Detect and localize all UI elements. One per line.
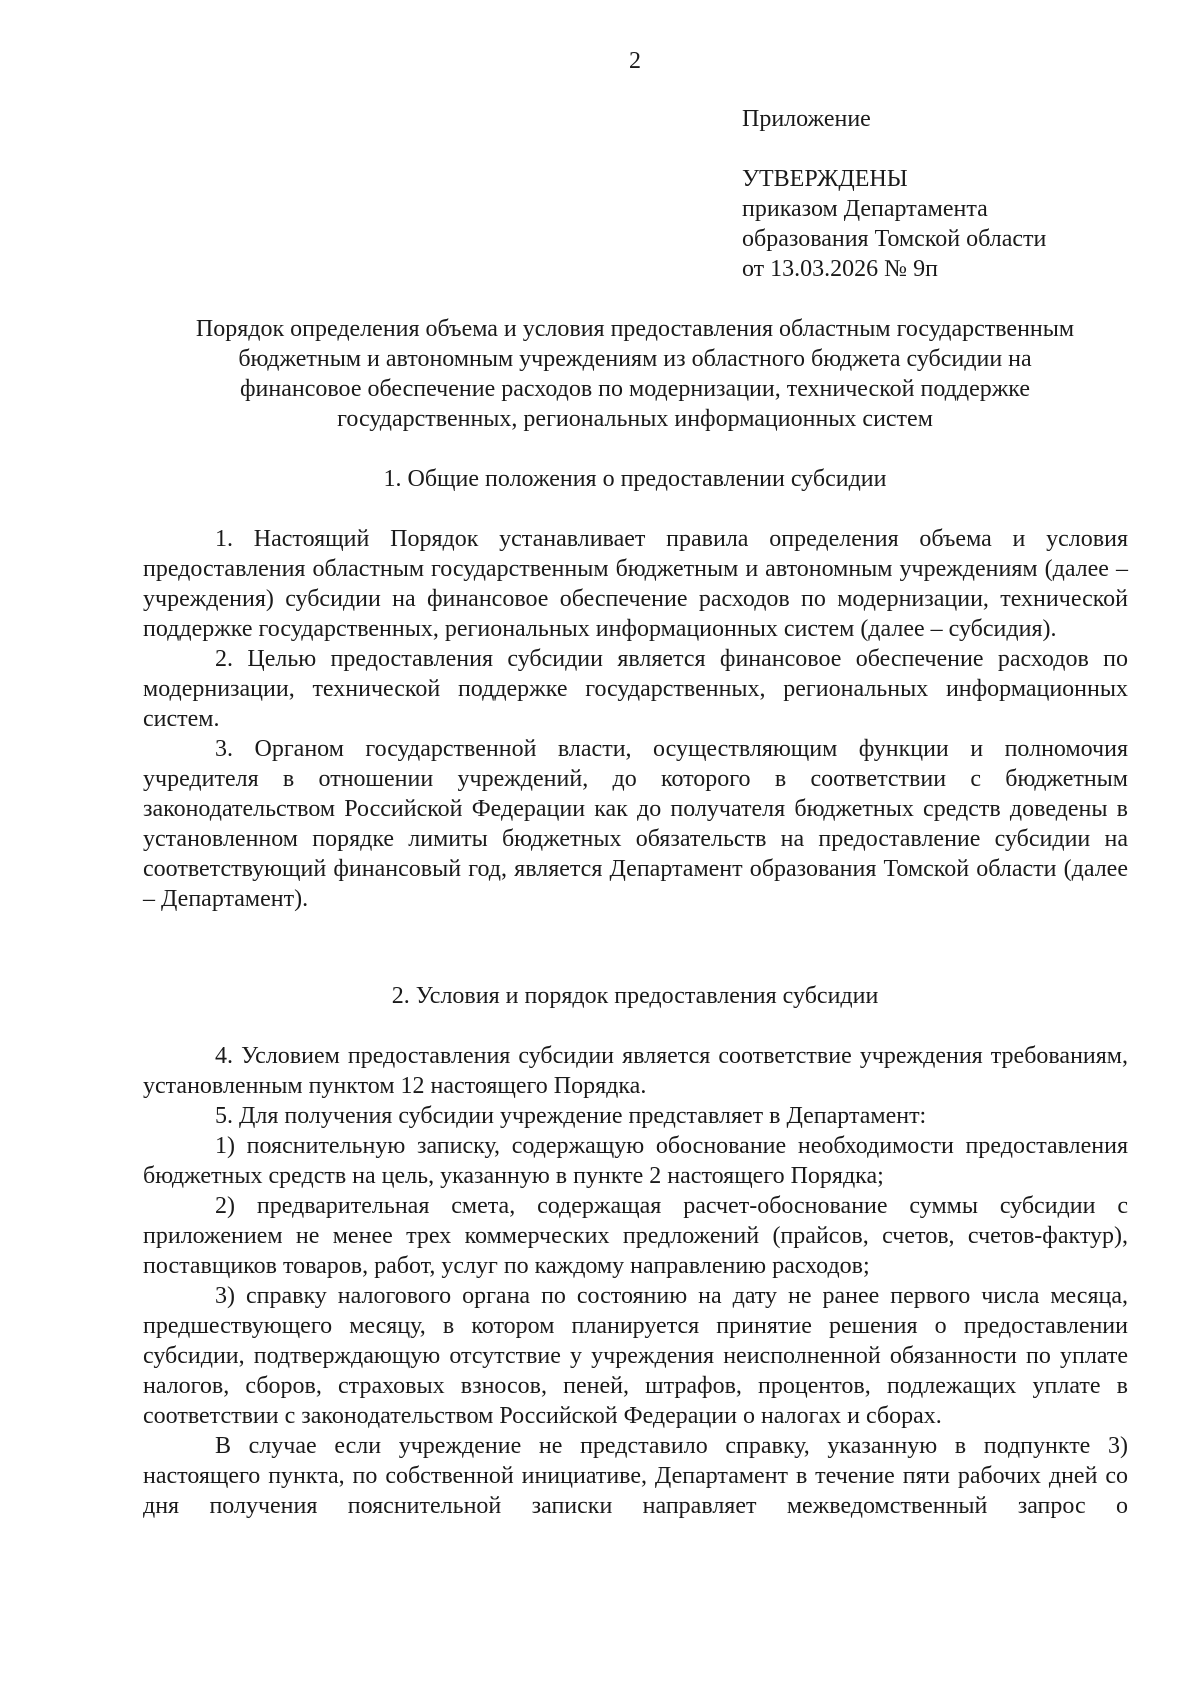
paragraph-5-note: В случае если учреждение не представило справку, указанную в подпункте 3) настоящего пункта, по собственной инициативе, Департамент в течение пяти рабочих дней со дня получения пояснительной записки направляет межведомственный запрос о bbox=[143, 1433, 1128, 1519]
section-2-heading: 2. Условия и порядок предоставления субсидии bbox=[391, 983, 879, 1009]
approval-date: от 13.03.2026 № 9п bbox=[742, 256, 938, 282]
paragraph-4: 4. Условием предоставления субсидии является соответствие учреждения требованиям, установленным пунктом 12 настоящего Порядка. bbox=[143, 1043, 1128, 1099]
subparagraph-5-1: 1) пояснительную записку, содержащую обоснование необходимости предоставления бюджетных средств на цель, указанную в пункте 2 настоящего Порядка; bbox=[143, 1133, 1128, 1189]
document-title-line: финансовое обеспечение расходов по модернизации, технической поддержке bbox=[239, 376, 1031, 402]
approval-title: УТВЕРЖДЕНЫ bbox=[742, 166, 908, 192]
subparagraph-5-2: 2) предварительная смета, содержащая расчет-обоснование суммы субсидии с приложением не менее трех коммерческих предложений (прайсов, счетов, счетов-фактур), поставщиков товаров, работ, услуг по каждому направлению расходов; bbox=[143, 1193, 1128, 1279]
paragraph-3: 3. Органом государственной власти, осуществляющим функции и полномочия учредителя в отношении учреждений, до которого в соответствии с бюджетным законодательством Российской Федерации как до получателя бюджетных средств доведены в установленном порядке лимиты бюджетных обязательств на предоставление субсидии на соответствующий финансовый год, является Департамент образования Томской области (далее – Департамент). bbox=[143, 736, 1128, 912]
page-number: 2 bbox=[629, 48, 641, 74]
paragraph-5: 5. Для получения субсидии учреждение представляет в Департамент: bbox=[215, 1103, 927, 1129]
document-title-line: государственных, региональных информационных систем bbox=[337, 406, 933, 432]
section-2-body bbox=[143, 1041, 1128, 1521]
document-title-line: бюджетным и автономным учреждениям из областного бюджета субсидии на bbox=[238, 346, 1032, 372]
paragraph-2: 2. Целью предоставления субсидии является финансовое обеспечение расходов по модернизации, технической поддержке государственных, региональных информационных систем. bbox=[143, 646, 1128, 732]
section-1-heading: 1. Общие положения о предоставлении субсидии bbox=[383, 466, 887, 492]
subparagraph-5-3: 3) справку налогового органа по состоянию на дату не ранее первого числа месяца, предшествующего месяцу, в котором планируется принятие решения о предоставлении субсидии, подтверждающую отсутствие у учреждения неисполненной обязанности по уплате налогов, сборов, страховых взносов, пеней, штрафов, процентов, подлежащих уплате в соответствии с законодательством Российской Федерации о налогах и сборах. bbox=[143, 1283, 1128, 1429]
paragraph-1: 1. Настоящий Порядок устанавливает правила определения объема и условия предоставления областным государственным бюджетным и автономным учреждениям (далее – учреждения) субсидии на финансовое обеспечение расходов по модернизации, технической поддержке государственных, региональных информационных систем (далее – субсидия). bbox=[143, 526, 1128, 642]
approval-line: образования Томской области bbox=[742, 226, 1047, 252]
approval-block bbox=[742, 164, 1046, 284]
document-title-line: Порядок определения объема и условия предоставления областным государственным bbox=[195, 316, 1075, 342]
approval-line: приказом Департамента bbox=[742, 196, 988, 222]
section-1-body bbox=[143, 524, 1128, 914]
appendix-label: Приложение bbox=[742, 106, 871, 132]
document-title bbox=[145, 314, 1125, 434]
